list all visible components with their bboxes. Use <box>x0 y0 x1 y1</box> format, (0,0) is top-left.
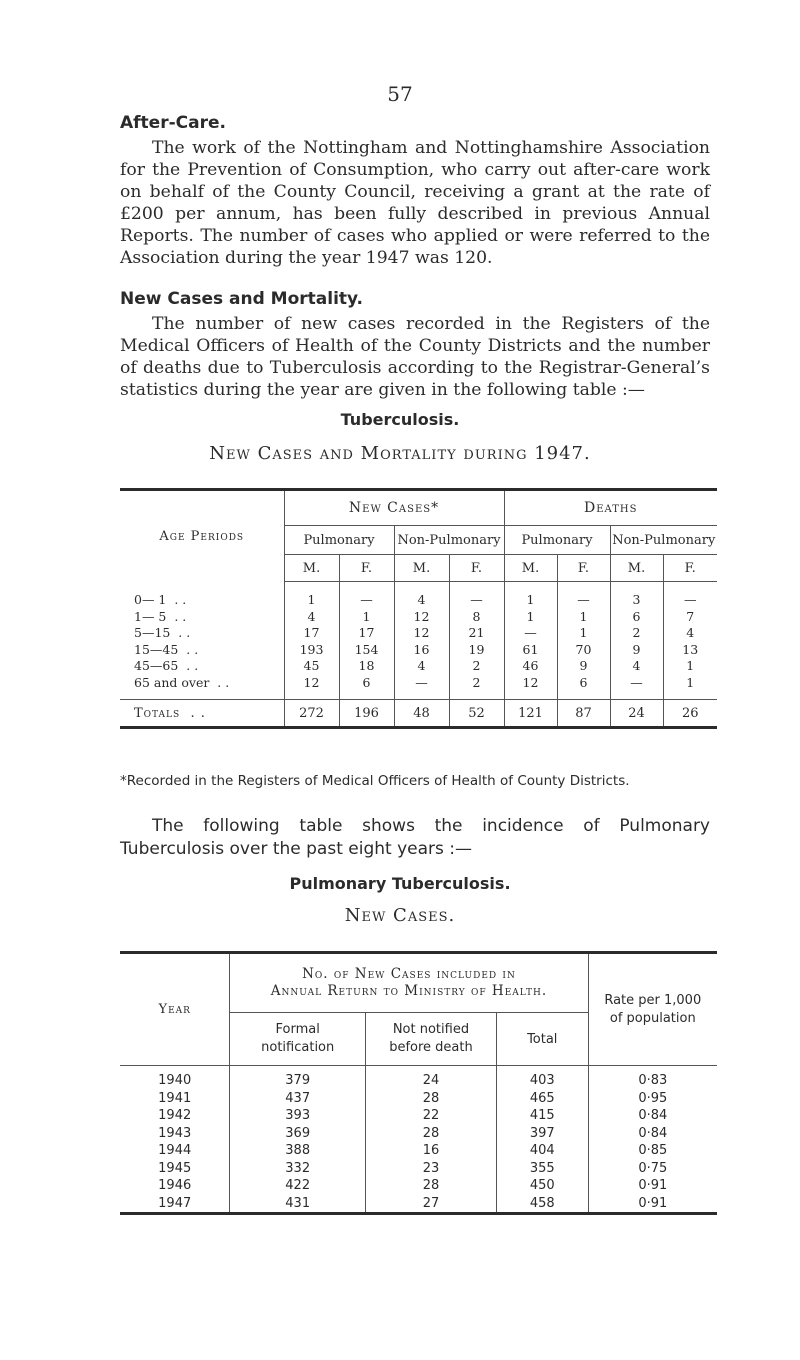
m-header: M. <box>394 555 449 582</box>
age-cell: 65 and over . . <box>134 674 230 690</box>
table-row <box>120 1195 717 1214</box>
page-number: 57 <box>387 82 413 106</box>
table-cell: 45 <box>284 658 339 675</box>
not-notified-cell: 24 <box>366 1066 497 1090</box>
formal-notification-header: Formal notification <box>230 1013 366 1066</box>
new-cases-included-header <box>230 953 588 1013</box>
total-cell: 272 <box>284 700 339 728</box>
table-row <box>120 582 717 609</box>
table-cell: 12 <box>504 675 557 700</box>
not-notified-cell: 28 <box>366 1125 497 1143</box>
total-cell: 415 <box>496 1107 588 1125</box>
table-cell: 1 <box>663 658 717 675</box>
table-row <box>120 625 717 642</box>
totals-row <box>120 700 717 728</box>
m-header: M. <box>284 555 339 582</box>
table-cell: 16 <box>394 642 449 659</box>
f-header: F. <box>663 555 717 582</box>
year-cell: 1941 <box>158 1090 192 1106</box>
total-cell: 355 <box>496 1160 588 1178</box>
table-cell: 1 <box>557 609 610 626</box>
year-cell: 1940 <box>158 1073 192 1089</box>
table-row <box>120 1066 717 1090</box>
table-cell: 4 <box>663 625 717 642</box>
table-cell: 17 <box>339 625 394 642</box>
totals-label: Totals . . <box>120 700 284 728</box>
total-cell: 24 <box>610 700 663 728</box>
group-header-line1: No. of New Cases included in <box>302 966 516 982</box>
year-cell: 1944 <box>158 1143 192 1159</box>
age-cell: 15—45 . . <box>134 641 199 657</box>
table-row <box>120 609 717 626</box>
age-cell: 5—15 . . <box>134 625 191 641</box>
table-cell: 12 <box>394 609 449 626</box>
formal-cell: 422 <box>230 1177 366 1195</box>
year-header: Year <box>158 1002 191 1017</box>
table-cell: — <box>449 582 504 609</box>
total-cell: 87 <box>557 700 610 728</box>
not-notified-cell: 23 <box>366 1160 497 1178</box>
table-cell: 13 <box>663 642 717 659</box>
table-row <box>120 1125 717 1143</box>
table-cell: 1 <box>663 675 717 700</box>
table-cell: — <box>557 582 610 609</box>
table-cell: 8 <box>449 609 504 626</box>
table-row <box>120 1160 717 1178</box>
table-cell: 154 <box>339 642 394 659</box>
total-header: Total <box>496 1013 588 1066</box>
tuberculosis-table <box>120 488 717 729</box>
formal-cell: 388 <box>230 1142 366 1160</box>
rate-cell: 0·84 <box>588 1125 717 1143</box>
table-cell: 46 <box>504 658 557 675</box>
new-cases-heading: New Cases and Mortality. <box>120 289 364 309</box>
table-cell: 1 <box>339 609 394 626</box>
table-cell: — <box>610 675 663 700</box>
year-cell: 1945 <box>158 1160 192 1176</box>
new-nonpulmonary-header: Non-Pulmonary <box>394 526 504 555</box>
formal-cell: 332 <box>230 1160 366 1178</box>
table-cell: 9 <box>610 642 663 659</box>
rate-cell: 0·95 <box>588 1090 717 1108</box>
table-cell: — <box>339 582 394 609</box>
table-cell: 70 <box>557 642 610 659</box>
table-cell: — <box>504 625 557 642</box>
table-cell: 6 <box>610 609 663 626</box>
not-notified-cell: 28 <box>366 1177 497 1195</box>
table-cell: 2 <box>449 658 504 675</box>
table-row <box>120 1090 717 1108</box>
not-notified-cell: 22 <box>366 1107 497 1125</box>
table-cell: 4 <box>394 582 449 609</box>
table1-subtitle: New Cases and Mortality during 1947. <box>209 443 591 464</box>
rate-header: Rate per 1,000 of population <box>588 953 717 1066</box>
rate-cell: 0·83 <box>588 1066 717 1090</box>
table2-title: Pulmonary Tuberculosis. <box>289 874 511 893</box>
incidence-paragraph <box>120 815 710 861</box>
table-cell: 4 <box>610 658 663 675</box>
total-cell: 404 <box>496 1142 588 1160</box>
table-cell: 3 <box>610 582 663 609</box>
table-row <box>120 1177 717 1195</box>
new-cases-paragraph-text: The number of new cases recorded in the Registers of the Medical Officers of Health of the County Districts and the number of deaths due to Tuberculosis according to the Registrar-General’s statistics during the year are given in the following table :— <box>120 314 710 400</box>
f-header: F. <box>449 555 504 582</box>
table-cell: 19 <box>449 642 504 659</box>
not-notified-header: Not notified before death <box>366 1013 497 1066</box>
formal-cell: 437 <box>230 1090 366 1108</box>
aftercare-paragraph <box>120 137 710 269</box>
table-cell: 61 <box>504 642 557 659</box>
total-cell: 403 <box>496 1066 588 1090</box>
rate-cell: 0·91 <box>588 1177 717 1195</box>
year-cell: 1943 <box>158 1125 192 1141</box>
age-periods-header: Age Periods <box>159 528 245 544</box>
table-cell: 6 <box>557 675 610 700</box>
table-row <box>120 1142 717 1160</box>
table-cell: 1 <box>284 582 339 609</box>
pulmonary-table <box>120 951 717 1215</box>
not-notified-cell: 28 <box>366 1090 497 1108</box>
total-cell: 397 <box>496 1125 588 1143</box>
table-cell: 1 <box>504 582 557 609</box>
f-header: F. <box>339 555 394 582</box>
f-header: F. <box>557 555 610 582</box>
deaths-nonpulmonary-header: Non-Pulmonary <box>610 526 717 555</box>
table-cell: 2 <box>449 675 504 700</box>
table2-subtitle: New Cases. <box>344 905 456 926</box>
table-row <box>120 642 717 659</box>
aftercare-paragraph-text: The work of the Nottingham and Nottinghamshire Association for the Prevention of Consumption, who carry out after-care work on behalf of the County Council, receiving a grant at the rate of £200 per annum, has been fully described in previous Annual Reports. The number of cases who applied or were referred to the Association during the year 1947 was 120. <box>120 138 710 268</box>
table-cell: 9 <box>557 658 610 675</box>
deaths-pulmonary-header: Pulmonary <box>504 526 610 555</box>
total-cell: 121 <box>504 700 557 728</box>
table-cell: 6 <box>339 675 394 700</box>
incidence-paragraph-text: The following table shows the incidence of Pulmonary Tuberculosis over the past eight years :— <box>120 816 710 859</box>
total-cell: 196 <box>339 700 394 728</box>
age-cell: 0— 1 . . <box>134 592 187 607</box>
table-cell: — <box>394 675 449 700</box>
rate-cell: 0·91 <box>588 1195 717 1214</box>
m-header: M. <box>504 555 557 582</box>
formal-cell: 379 <box>230 1066 366 1090</box>
age-cell: 1— 5 . . <box>134 608 187 624</box>
total-cell: 450 <box>496 1177 588 1195</box>
table-cell: 4 <box>284 609 339 626</box>
not-notified-cell: 16 <box>366 1142 497 1160</box>
formal-cell: 431 <box>230 1195 366 1214</box>
formal-cell: 393 <box>230 1107 366 1125</box>
new-pulmonary-header: Pulmonary <box>284 526 394 555</box>
total-cell: 52 <box>449 700 504 728</box>
total-cell: 458 <box>496 1195 588 1214</box>
year-cell: 1942 <box>158 1108 192 1124</box>
total-cell: 48 <box>394 700 449 728</box>
table-row <box>120 675 717 700</box>
table1-title: Tuberculosis. <box>340 410 460 429</box>
table-cell: 4 <box>394 658 449 675</box>
total-cell: 465 <box>496 1090 588 1108</box>
new-cases-group-header: New Cases* <box>284 490 504 526</box>
not-notified-cell: 27 <box>366 1195 497 1214</box>
table-cell: 2 <box>610 625 663 642</box>
table-cell: 7 <box>663 609 717 626</box>
rate-cell: 0·84 <box>588 1107 717 1125</box>
table-cell: 1 <box>504 609 557 626</box>
formal-cell: 369 <box>230 1125 366 1143</box>
deaths-group-header: Deaths <box>504 490 717 526</box>
table-cell: 18 <box>339 658 394 675</box>
year-cell: 1946 <box>158 1178 192 1194</box>
rate-cell: 0·85 <box>588 1142 717 1160</box>
table-cell: 21 <box>449 625 504 642</box>
table-cell: 12 <box>394 625 449 642</box>
aftercare-heading: After-Care. <box>120 113 226 133</box>
new-cases-paragraph <box>120 313 710 401</box>
table-cell: 193 <box>284 642 339 659</box>
table1-footnote: *Recorded in the Registers of Medical Officers of Health of County Districts. <box>120 773 630 789</box>
table-row <box>120 1107 717 1125</box>
year-cell: 1947 <box>158 1195 192 1211</box>
table-row <box>120 658 717 675</box>
age-cell: 45—65 . . <box>134 658 199 674</box>
table-cell: 17 <box>284 625 339 642</box>
rate-cell: 0·75 <box>588 1160 717 1178</box>
m-header: M. <box>610 555 663 582</box>
table-cell: — <box>663 582 717 609</box>
table-cell: 12 <box>284 675 339 700</box>
group-header-line2: Annual Return to Ministry of Health. <box>270 983 548 999</box>
table-cell: 1 <box>557 625 610 642</box>
total-cell: 26 <box>663 700 717 728</box>
